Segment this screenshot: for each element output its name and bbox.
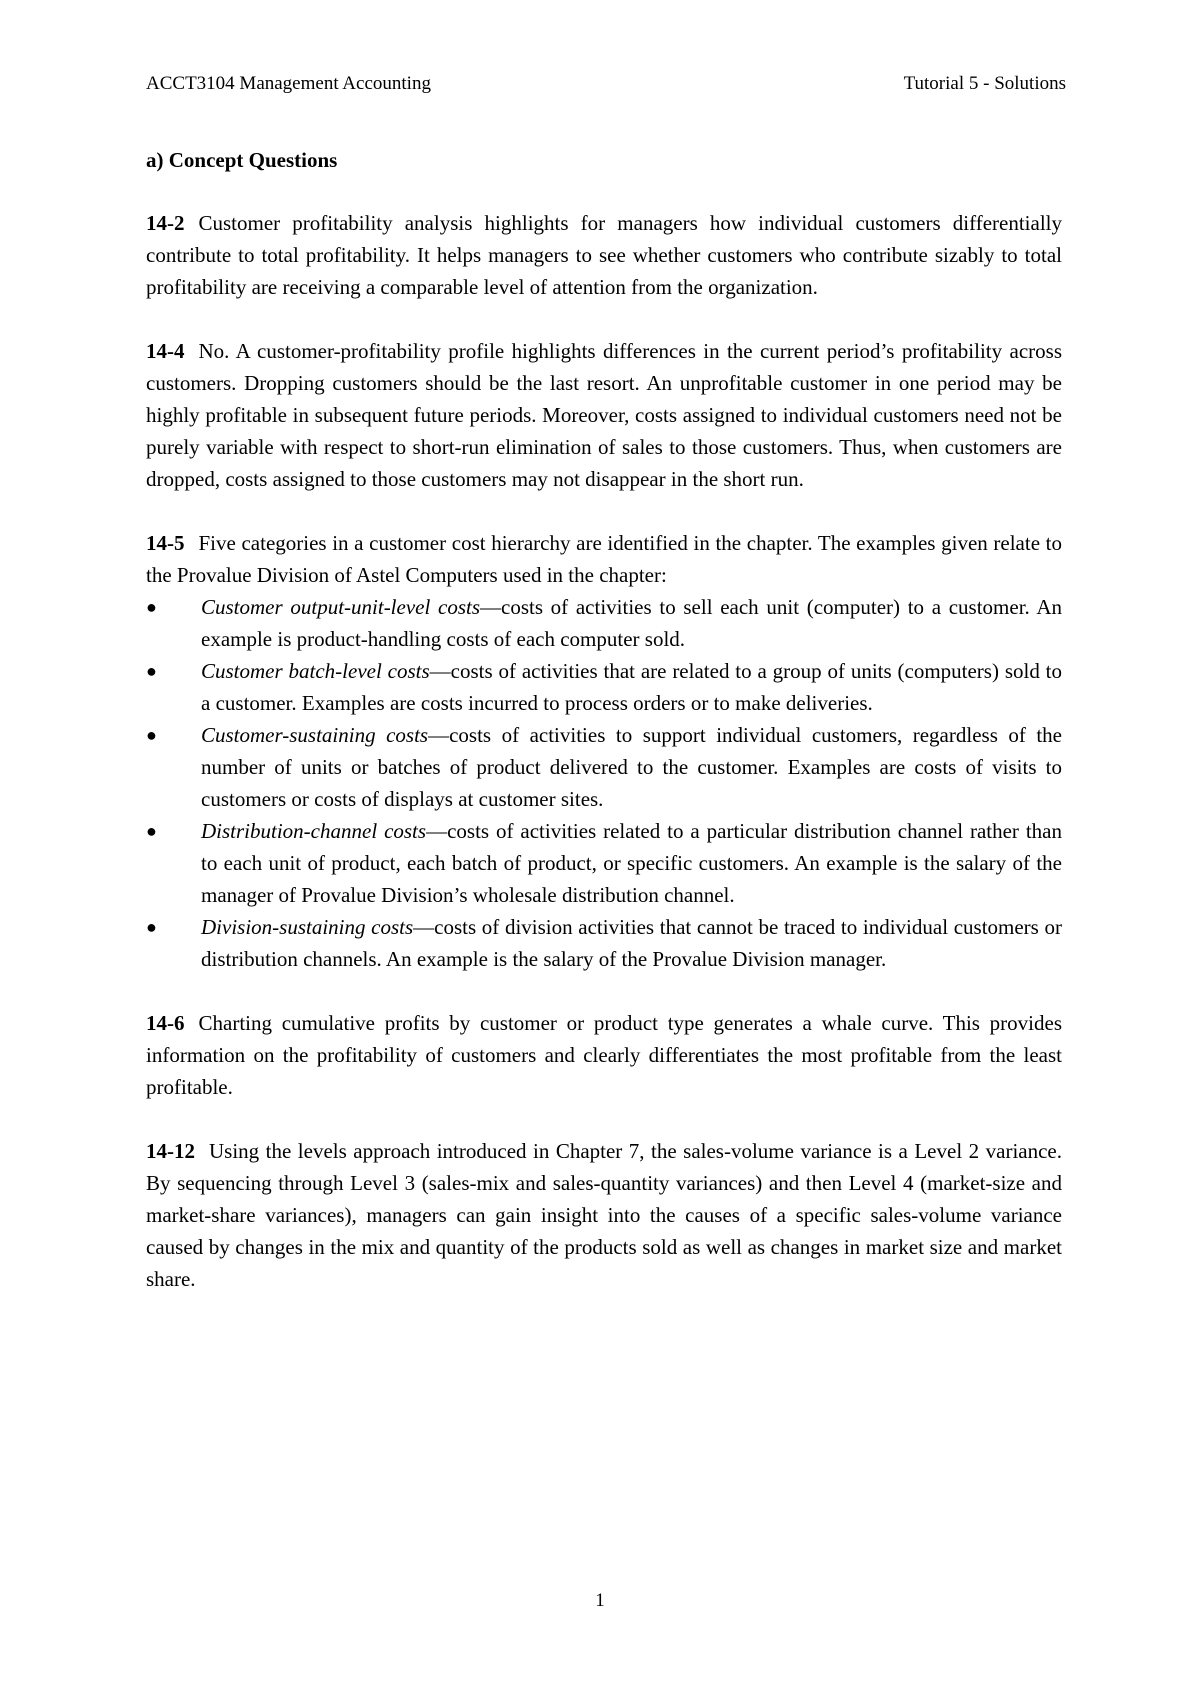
cost-category-term: Customer batch-level costs bbox=[201, 659, 430, 683]
cost-category-description: —costs of activities to support individual customers, regardless of the number of units or batches of product delivered to the customer. Examples are costs of visits to customers or costs of displays at customer sites. bbox=[201, 723, 1063, 811]
cost-hierarchy-list bbox=[146, 591, 1062, 975]
document-body bbox=[146, 144, 1062, 1327]
bullet-icon: ● bbox=[146, 917, 157, 937]
cost-category-term: Division-sustaining costs bbox=[201, 915, 414, 939]
list-item bbox=[146, 591, 1062, 655]
cost-category-term: Customer-sustaining costs bbox=[201, 723, 429, 747]
list-item bbox=[146, 655, 1062, 719]
cost-category-description: —costs of division activities that cannot be traced to individual customers or distribution channels. An example is the salary of the Provalue Division manager. bbox=[201, 915, 1062, 971]
question-14-12 bbox=[146, 1135, 1062, 1295]
bullet-icon: ● bbox=[146, 725, 157, 745]
cost-category-term: Distribution-channel costs bbox=[201, 819, 427, 843]
running-header bbox=[146, 72, 1066, 96]
header-course-title: ACCT3104 Management Accounting bbox=[146, 73, 431, 94]
question-14-5 bbox=[146, 527, 1062, 975]
page-number: 1 bbox=[595, 1590, 605, 1611]
question-14-4 bbox=[146, 335, 1062, 495]
question-14-6 bbox=[146, 1007, 1062, 1103]
question-number: 14-6 bbox=[146, 1011, 185, 1035]
answer-text: Using the levels approach introduced in Chapter 7, the sales-volume variance is a Level 2 variance. By sequencing through Level 3 (sales-mix and sales-quantity variances) and then Level 4 (market-size and market-share variances), managers can gain insight into the causes of a specific sales-volume variance caused by changes in the mix and quantity of the products sold as well as changes in market size and market share. bbox=[146, 1139, 1062, 1291]
bullet-icon: ● bbox=[146, 821, 157, 841]
cost-category-description: —costs of activities to sell each unit (computer) to a customer. An example is product-handling costs of each computer sold. bbox=[201, 595, 1062, 651]
list-item bbox=[146, 815, 1062, 911]
answer-text: Charting cumulative profits by customer or product type generates a whale curve. This provides information on the profitability of customers and clearly differentiates the most profitable from the least profitable. bbox=[146, 1011, 1062, 1099]
cost-category-term: Customer output-unit-level costs bbox=[201, 595, 480, 619]
bullet-icon: ● bbox=[146, 597, 157, 617]
header-document-title: Tutorial 5 - Solutions bbox=[903, 73, 1066, 94]
answer-text: No. A customer-profitability profile highlights differences in the current period’s profitability across customers. Dropping customers should be the last resort. An unprofitable customer in one period may be highly profitable in subsequent future periods. Moreover, costs assigned to individual customers need not be purely variable with respect to short-run elimination of sales to those customers. Thus, when customers are dropped, costs assigned to those customers may not disappear in the short run. bbox=[146, 339, 1062, 491]
question-number: 14-5 bbox=[146, 531, 185, 555]
question-number: 14-12 bbox=[146, 1139, 195, 1163]
cost-category-description: —costs of activities related to a particular distribution channel rather than to each unit of product, each batch of product, or specific customers. An example is the salary of the manager of Provalue Division’s wholesale distribution channel. bbox=[201, 819, 1062, 907]
answer-intro bbox=[146, 527, 1062, 591]
question-14-2 bbox=[146, 207, 1062, 303]
question-number: 14-2 bbox=[146, 211, 185, 235]
list-item bbox=[146, 911, 1062, 975]
cost-category-description: —costs of activities that are related to a group of units (computers) sold to a customer. Examples are costs incurred to process orders or to make deliveries. bbox=[201, 659, 1063, 715]
answer-text: Five categories in a customer cost hierarchy are identified in the chapter. The examples given relate to the Provalue Division of Astel Computers used in the chapter: bbox=[146, 531, 1062, 587]
list-item bbox=[146, 719, 1062, 815]
answer-text: Customer profitability analysis highlights for managers how individual customers differentially contribute to total profitability. It helps managers to see whether customers who contribute sizably to total profitability are receiving a comparable level of attention from the organization. bbox=[146, 211, 1062, 299]
section-title: a) Concept Questions bbox=[146, 148, 338, 172]
bullet-icon: ● bbox=[146, 661, 157, 681]
question-number: 14-4 bbox=[146, 339, 185, 363]
